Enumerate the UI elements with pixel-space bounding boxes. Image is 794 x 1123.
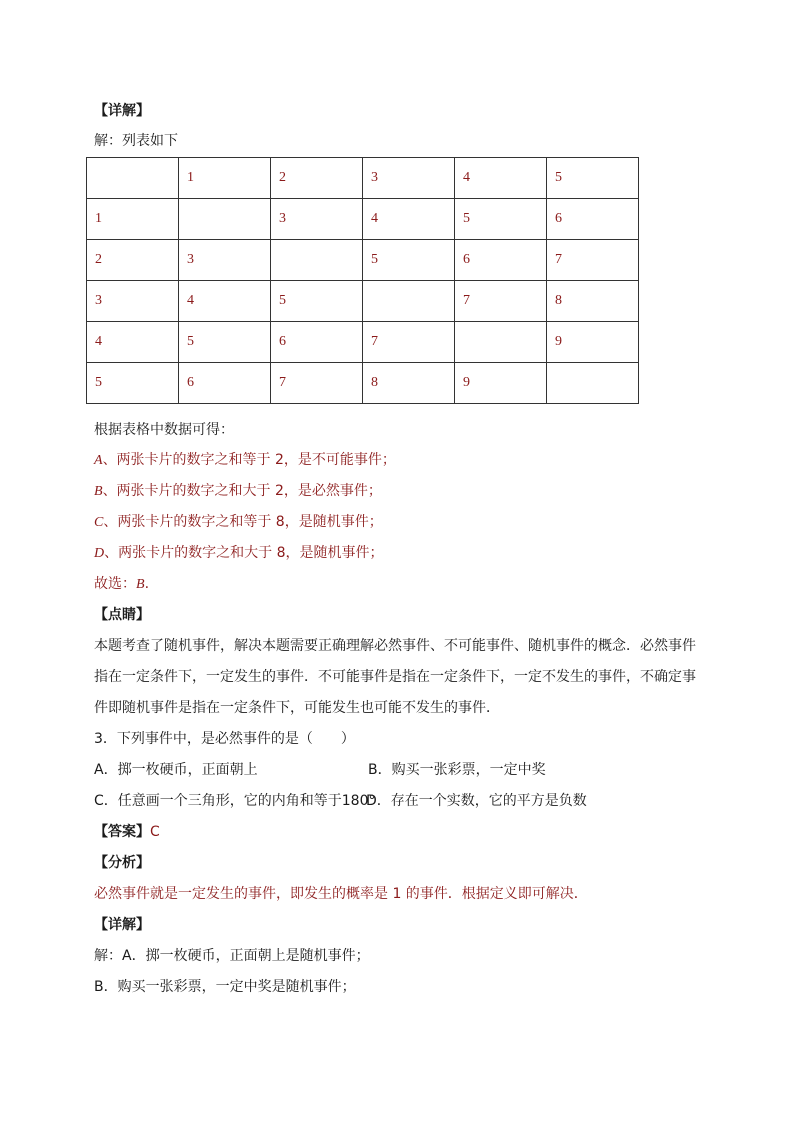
section-heading-analysis: 【分析】 <box>94 855 150 871</box>
table-cell: 7 <box>271 363 363 404</box>
answer-letter: B <box>136 577 145 592</box>
option-letter: D <box>94 546 105 561</box>
option-line-b <box>94 481 382 502</box>
table-cell: 7 <box>363 322 455 363</box>
answer-prefix: 故选： <box>94 576 136 592</box>
detail-line-1: 解：A．掷一枚硬币，正面朝上是随机事件； <box>94 948 370 964</box>
section-heading-detail: 【详解】 <box>94 103 150 119</box>
comment-line-1: 本题考查了随机事件，解决本题需要正确理解必然事件、不可能事件、随机事件的概念．必然事件 <box>94 638 696 654</box>
option-line-d <box>94 543 383 564</box>
table-cell: 3 <box>271 199 363 240</box>
table-cell: 7 <box>455 281 547 322</box>
table-cell <box>547 363 639 404</box>
section-heading-detail-2: 【详解】 <box>94 917 150 933</box>
table-cell: 5 <box>179 322 271 363</box>
table-cell: 6 <box>179 363 271 404</box>
option-text: 、两张卡片的数字之和大于 8，是随机事件； <box>104 545 384 561</box>
table-cell: 5 <box>271 281 363 322</box>
table-cell: 6 <box>547 199 639 240</box>
option-letter: B <box>94 484 103 499</box>
table-cell <box>363 281 455 322</box>
table-cell: 4 <box>455 158 547 199</box>
table-cell: 3 <box>179 240 271 281</box>
table-cell: 8 <box>547 281 639 322</box>
table-cell: 5 <box>363 240 455 281</box>
table-row <box>87 199 639 240</box>
option-letter: C <box>94 515 104 530</box>
question-stem: 3．下列事件中，是必然事件的是（ ） <box>94 731 355 747</box>
table-cell: 9 <box>547 322 639 363</box>
section-heading-comment: 【点睛】 <box>94 607 150 623</box>
option-letter: A <box>94 453 103 468</box>
analysis-text: 必然事件就是一定发生的事件，即发生的概率是 1 的事件．根据定义即可解决． <box>94 886 588 902</box>
table-cell: 9 <box>455 363 547 404</box>
option-line-a <box>94 450 396 471</box>
table-cell: 8 <box>363 363 455 404</box>
table-cell <box>179 199 271 240</box>
table-cell <box>271 240 363 281</box>
table-cell: 3 <box>363 158 455 199</box>
table-row <box>87 240 639 281</box>
table-cell: 7 <box>547 240 639 281</box>
question-option-d: D．存在一个实数，它的平方是负数 <box>366 793 587 809</box>
option-text: 、两张卡片的数字之和等于 2，是不可能事件； <box>102 452 396 468</box>
table-cell: 6 <box>455 240 547 281</box>
comment-line-3: 件即随机事件是指在一定条件下，可能发生也可能不发生的事件． <box>94 700 500 716</box>
table-cell: 4 <box>87 322 179 363</box>
table-cell: 1 <box>87 199 179 240</box>
answer-value: C <box>150 824 160 840</box>
question-option-b: B．购买一张彩票，一定中奖 <box>368 762 546 778</box>
answer-choice-line <box>94 574 149 595</box>
table-cell: 2 <box>87 240 179 281</box>
table-cell: 1 <box>179 158 271 199</box>
question-option-c: C．任意画一个三角形，它的内角和等于180° <box>94 793 376 809</box>
option-text: 、两张卡片的数字之和等于 8，是随机事件； <box>103 514 383 530</box>
sum-table <box>86 157 639 404</box>
table-cell: 3 <box>87 281 179 322</box>
answer-label: 【答案】 <box>94 824 150 840</box>
table-cell <box>455 322 547 363</box>
table-cell: 5 <box>455 199 547 240</box>
detail-line-2: B．购买一张彩票，一定中奖是随机事件； <box>94 979 356 995</box>
conclusion-intro: 根据表格中数据可得： <box>94 422 234 438</box>
solution-intro: 解：列表如下 <box>94 133 178 149</box>
option-text: 、两张卡片的数字之和大于 2，是必然事件； <box>102 483 382 499</box>
comment-line-2: 指在一定条件下，一定发生的事件．不可能事件是指在一定条件下，一定不发生的事件，不确定事 <box>94 669 696 685</box>
table-row <box>87 322 639 363</box>
table-row <box>87 281 639 322</box>
table-cell: 4 <box>363 199 455 240</box>
question-option-a: A．掷一枚硬币，正面朝上 <box>94 762 258 778</box>
table-cell: 5 <box>87 363 179 404</box>
table-cell: 4 <box>179 281 271 322</box>
table-row <box>87 363 639 404</box>
table-cell <box>87 158 179 199</box>
table-row <box>87 158 639 199</box>
table-cell: 5 <box>547 158 639 199</box>
table-cell: 2 <box>271 158 363 199</box>
answer-line <box>94 822 160 842</box>
option-line-c <box>94 512 383 533</box>
table-cell: 6 <box>271 322 363 363</box>
answer-suffix: . <box>144 576 150 592</box>
